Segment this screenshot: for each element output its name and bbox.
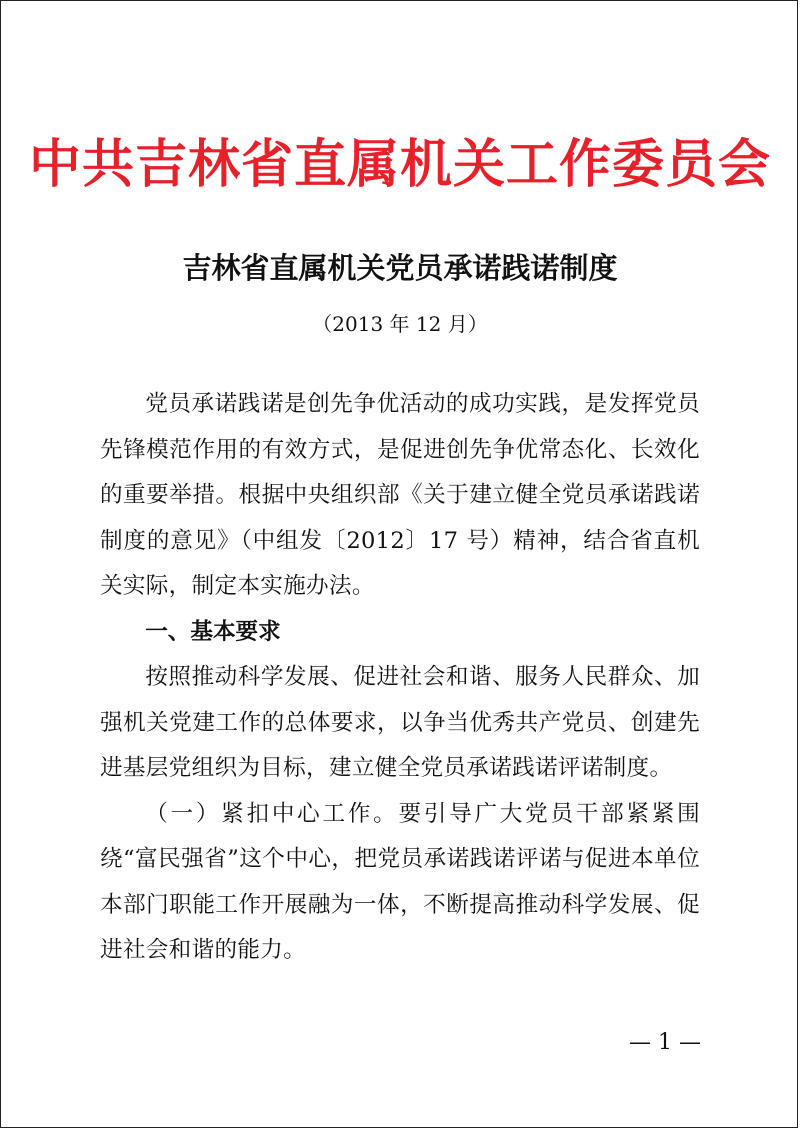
item-paragraph: （一）紧扣中心工作。要引导广大党员干部紧紧围绕“富民强省”这个中心，把党员承诺践诺评诺与促进本单位本部门职能工作开展融为一体，不断提高推动科学发展、促进社会和谐的能力。 [100,800,700,963]
issuer-masthead: 中共吉林省直属机关工作委员会 [28,134,771,195]
section-paragraph: 按照推动科学发展、促进社会和谐、服务人民群众、加强机关党建工作的总体要求，以争当优秀共产党员、创建先进基层党组织为目标，建立健全党员承诺践诺评诺制度。 [100,664,700,781]
document-body [100,382,700,974]
document-date: （2013 年 12 月） [312,312,488,336]
section-heading: 一、基本要求 [145,618,281,645]
page-number: — 1 — [629,1030,701,1055]
intro-paragraph: 党员承诺践诺是创先争优活动的成功实践，是发挥党员先锋模范作用的有效方式，是促进创先争优常态化、长效化的重要举措。根据中央组织部《关于建立健全党员承诺践诺制度的意见》（中组发〔2012〕17 号）精神，结合省直机关实际，制定本实施办法。 [100,391,700,599]
document-title: 吉林省直属机关党员承诺践诺制度 [182,251,618,285]
